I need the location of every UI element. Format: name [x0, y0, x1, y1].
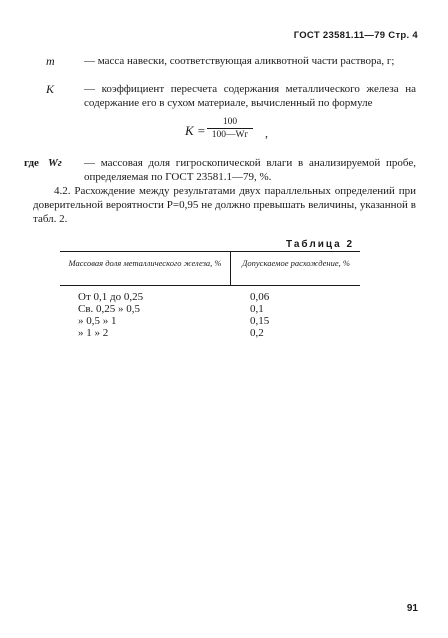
table-top-rule	[60, 251, 360, 252]
formula-numerator: 100	[207, 116, 253, 129]
definition-k	[46, 82, 416, 110]
table-cell-range: От 0,1 до 0,25	[78, 291, 144, 303]
table-cell-value: 0,2	[250, 327, 264, 339]
table-row	[60, 291, 360, 303]
where-lead: где	[24, 157, 39, 169]
table-header-rule	[60, 285, 360, 286]
table-title: Таблица 2	[286, 239, 355, 250]
table-row	[60, 315, 360, 327]
table-col2-header: Допускаемое расхождение, %	[241, 258, 350, 268]
table-col1-header: Массовая доля металлического железа, %	[68, 258, 222, 268]
definition-symbol: Wг	[48, 157, 62, 169]
table-cell-range: » 1 » 2	[78, 327, 109, 339]
formula-k	[185, 116, 315, 150]
formula-denominator: 100—Wг	[211, 130, 249, 140]
table-cell-range: » 0,5 » 1	[78, 315, 117, 327]
definition-symbol: K	[46, 82, 55, 96]
definition-symbol: m	[46, 54, 55, 68]
definition-text: — коэффициент пересчета содержания металлического железа на содержание его в сухом материале, вычисленный по формуле	[84, 83, 416, 109]
definition-m	[46, 54, 416, 68]
definition-w	[24, 156, 416, 184]
table-row	[60, 303, 360, 315]
table-cell-value: 0,1	[250, 303, 264, 315]
table-row	[60, 327, 360, 339]
page-number: 91	[406, 603, 418, 614]
table-header-separator	[230, 251, 231, 285]
page-header: ГОСТ 23581.11—79 Стр. 4	[293, 30, 418, 41]
formula-fraction	[207, 116, 253, 141]
table-cell-value: 0,15	[250, 315, 270, 327]
formula-comma: ,	[265, 126, 268, 140]
definition-text: — масса навески, соответствующая аликвотной части раствора, г;	[84, 55, 395, 67]
table-cell-range: Св. 0,25 » 0,5	[78, 303, 141, 315]
paragraph-4-2: 4.2. Расхождение между результатами двух параллельных определений при доверительной вероятности P=0,95 не должно превышать величины, указанной в табл. 2.	[33, 185, 416, 225]
definition-text: — массовая доля гигроскопической влаги в анализируемой пробе, определяемая по ГОСТ 23581.1—79, %.	[84, 157, 416, 183]
table-cell-value: 0,06	[250, 291, 270, 303]
formula-lhs: K =	[185, 123, 206, 138]
